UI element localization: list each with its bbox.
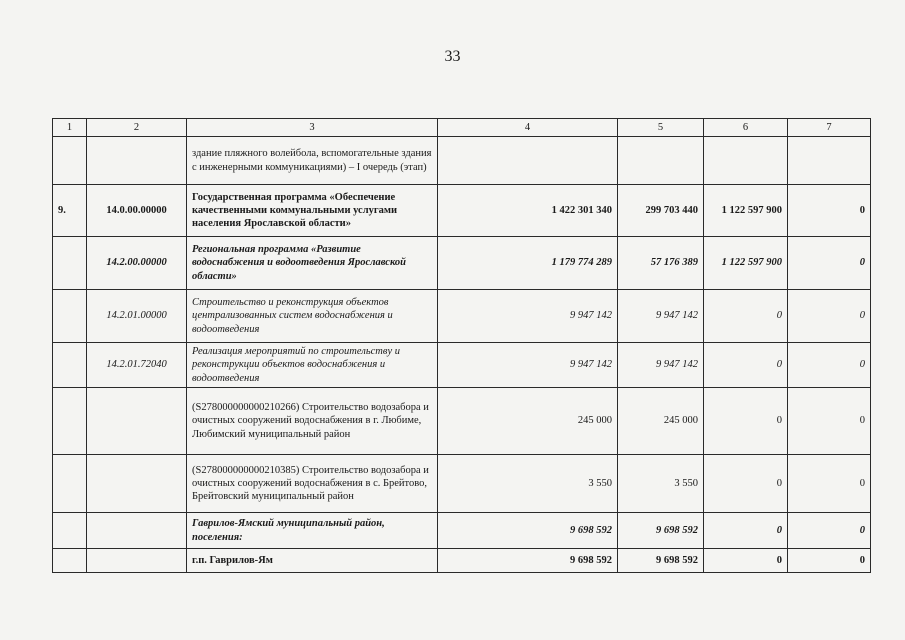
column-header: 5: [618, 119, 704, 137]
amount-col5: 57 176 389: [618, 237, 704, 290]
amount-total: 3 550: [438, 455, 618, 513]
row-number: [53, 549, 87, 573]
amount-total: 1 422 301 340: [438, 185, 618, 237]
amount-total: 9 947 142: [438, 290, 618, 343]
item-name: здание пляжного волейбола, вспомогательные здания с инженерными коммуникациями) – I очередь (этап): [187, 137, 438, 185]
amount-col6: 0: [704, 343, 788, 388]
amount-col5: 3 550: [618, 455, 704, 513]
budget-table: [52, 118, 871, 573]
column-header: 3: [187, 119, 438, 137]
table-row: [53, 455, 871, 513]
amount-col7: 0: [788, 185, 871, 237]
amount-col5: 245 000: [618, 388, 704, 455]
page-number: 33: [444, 48, 461, 65]
program-code: [87, 455, 187, 513]
amount-total: 9 698 592: [438, 513, 618, 549]
item-name: (S278000000000210385) Строительство водозабора и очистных сооружений водоснабжения в с. Брейтово, Брейтовский муниципальный район: [187, 455, 438, 513]
table-row: [53, 237, 871, 290]
column-header: 1: [53, 119, 87, 137]
amount-total: 9 698 592: [438, 549, 618, 573]
amount-col6: 1 122 597 900: [704, 185, 788, 237]
program-code: [87, 549, 187, 573]
program-code: [87, 388, 187, 455]
amount-col5: [618, 137, 704, 185]
row-number: 9.: [53, 185, 87, 237]
row-number: [53, 455, 87, 513]
item-name: Гаврилов-Ямский муниципальный район, поселения:: [187, 513, 438, 549]
amount-col7: 0: [788, 388, 871, 455]
item-name: Региональная программа «Развитие водоснабжения и водоотведения Ярославской области»: [187, 237, 438, 290]
item-name: Государственная программа «Обеспечение качественными коммунальными услугами населения Ярославской области»: [187, 185, 438, 237]
column-header: 4: [438, 119, 618, 137]
item-name: (S278000000000210266) Строительство водозабора и очистных сооружений водоснабжения в г. Любиме, Любимский муниципальный район: [187, 388, 438, 455]
program-code: 14.0.00.00000: [87, 185, 187, 237]
row-number: [53, 237, 87, 290]
amount-col6: 1 122 597 900: [704, 237, 788, 290]
amount-col6: 0: [704, 388, 788, 455]
row-number: [53, 137, 87, 185]
program-code: 14.2.01.72040: [87, 343, 187, 388]
amount-col7: 0: [788, 455, 871, 513]
table-row: [53, 343, 871, 388]
amount-col5: 9 947 142: [618, 290, 704, 343]
table-row: [53, 185, 871, 237]
amount-col7: 0: [788, 343, 871, 388]
item-name: Строительство и реконструкция объектов централизованных систем водоснабжения и водоотведения: [187, 290, 438, 343]
table-row: [53, 513, 871, 549]
column-header: 7: [788, 119, 871, 137]
row-number: [53, 388, 87, 455]
program-code: [87, 513, 187, 549]
amount-col6: 0: [704, 455, 788, 513]
item-name: г.п. Гаврилов-Ям: [187, 549, 438, 573]
amount-total: 245 000: [438, 388, 618, 455]
amount-col7: 0: [788, 513, 871, 549]
amount-col7: 0: [788, 237, 871, 290]
table-row: [53, 388, 871, 455]
column-header: 6: [704, 119, 788, 137]
amount-col7: 0: [788, 290, 871, 343]
amount-col7: [788, 137, 871, 185]
amount-col5: 9 698 592: [618, 549, 704, 573]
program-code: [87, 137, 187, 185]
amount-col6: 0: [704, 290, 788, 343]
program-code: 14.2.00.00000: [87, 237, 187, 290]
amount-col6: 0: [704, 513, 788, 549]
amount-total: [438, 137, 618, 185]
table-row: [53, 290, 871, 343]
program-code: 14.2.01.00000: [87, 290, 187, 343]
row-number: [53, 343, 87, 388]
column-number-row: [53, 119, 871, 137]
amount-col7: 0: [788, 549, 871, 573]
column-header: 2: [87, 119, 187, 137]
amount-col5: 299 703 440: [618, 185, 704, 237]
table-row: [53, 137, 871, 185]
amount-total: 1 179 774 289: [438, 237, 618, 290]
row-number: [53, 513, 87, 549]
amount-col5: 9 947 142: [618, 343, 704, 388]
amount-col6: [704, 137, 788, 185]
amount-col5: 9 698 592: [618, 513, 704, 549]
table-row: [53, 549, 871, 573]
row-number: [53, 290, 87, 343]
amount-col6: 0: [704, 549, 788, 573]
amount-total: 9 947 142: [438, 343, 618, 388]
item-name: Реализация мероприятий по строительству и реконструкции объектов водоснабжения и водоотведения: [187, 343, 438, 388]
table-body: [53, 137, 871, 573]
